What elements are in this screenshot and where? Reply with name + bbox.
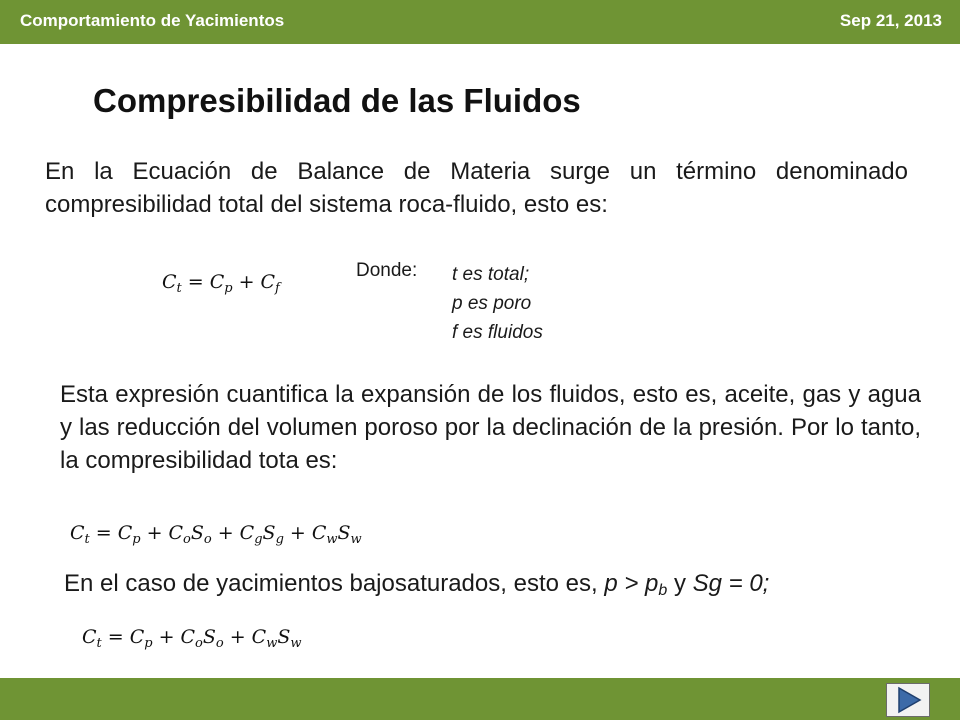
definition-item: t es total; xyxy=(452,264,530,285)
footer-bar xyxy=(0,678,960,720)
pressure-condition: p > p xyxy=(604,570,659,597)
header-bar xyxy=(0,0,960,44)
equation-total-compressibility: $C_t = C_p + C_f$ xyxy=(162,271,280,296)
date-label: Sep 21, 2013 xyxy=(839,11,942,30)
equation-total-compressibility-expanded: $C_t = C_p + C_oS_o + C_gS_g + C_wS_w$ xyxy=(70,522,362,547)
intro-paragraph: En la Ecuación de Balance de Materia surge un término denominado compresibilidad total del sistema roca-fluido, esto es: xyxy=(45,158,908,218)
slide-title: Compresibilidad de las Fluidos xyxy=(93,82,581,119)
undersaturated-paragraph: En el caso de yacimientos bajosaturados, esto es, p > pb y Sg = 0; xyxy=(64,570,770,599)
next-slide-button[interactable] xyxy=(886,683,930,717)
next-slide-icon xyxy=(887,684,929,716)
definition-item: p es poro xyxy=(452,293,532,314)
presentation-title: Comportamiento de Yacimientos xyxy=(20,11,285,30)
gas-saturation-condition: Sg = 0; xyxy=(692,570,770,597)
donde-label: Donde: xyxy=(356,260,418,281)
equation-undersaturated: $C_t = C_p + C_oS_o + C_wS_w$ xyxy=(82,626,302,651)
definitions-list xyxy=(452,260,543,347)
explanation-paragraph: Esta expresión cuantifica la expansión de los fluidos, esto es, aceite, gas y agua y las reducción del volumen poroso por la declinación de la presión. Por lo tanto, la compresibilidad tota es: xyxy=(60,381,921,474)
definition-item: f es fluidos xyxy=(452,322,543,343)
